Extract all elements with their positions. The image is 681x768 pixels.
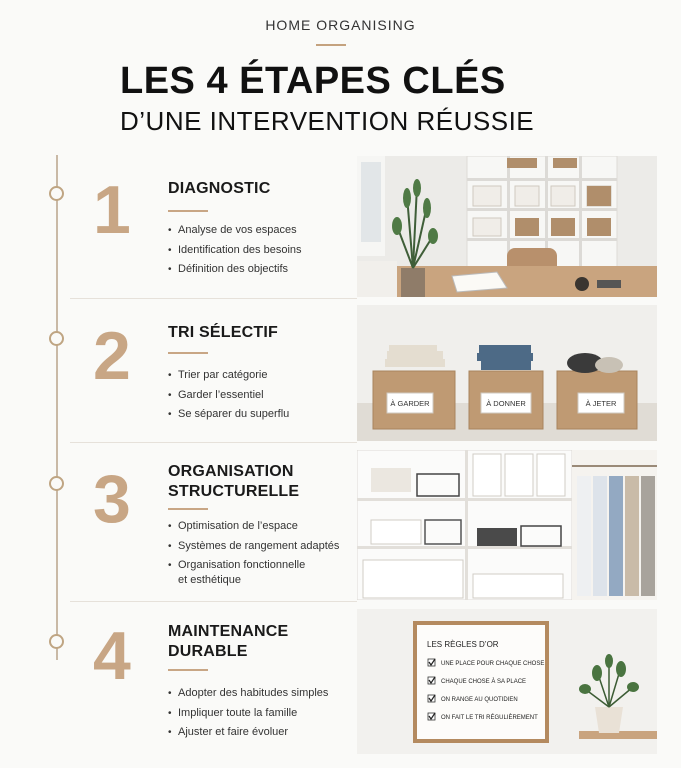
poster-rule: CHAQUE CHOSE À SA PLACE <box>441 679 527 685</box>
step-number-1: 1 <box>93 172 131 248</box>
step-number-2: 2 <box>93 318 131 394</box>
step-title-4-line1: MAINTENANCE <box>168 623 289 640</box>
list-item: • Analyse de vos espaces <box>168 223 302 238</box>
page-subtitle: D’UNE INTERVENTION RÉUSSIE <box>120 106 535 136</box>
step-bullets-1 <box>168 223 302 282</box>
list-item: • Ajuster et faire évoluer <box>168 725 328 740</box>
timeline-dot-3 <box>49 476 64 491</box>
step-underline <box>168 210 208 212</box>
photo-maintenance <box>357 609 657 754</box>
step-bullets-4 <box>168 686 328 745</box>
list-item: • Identification des besoins <box>168 243 302 258</box>
poster-rule: ON FAIT LE TRI RÉGULIÈREMENT <box>441 715 538 721</box>
step-title-2: TRI SÉLECTIF <box>168 324 278 341</box>
poster-rule: UNE PLACE POUR CHAQUE CHOSE <box>441 661 545 667</box>
step-bullets-3 <box>168 519 339 593</box>
step-number-3: 3 <box>93 461 131 537</box>
list-item: • Systèmes de rangement adaptés <box>168 539 339 554</box>
photo-diagnostic <box>357 156 657 297</box>
list-item: • Définition des objectifs <box>168 262 302 277</box>
step-underline <box>168 508 208 510</box>
timeline-dot-2 <box>49 331 64 346</box>
photo-organisation <box>357 450 657 600</box>
poster-rule: ON RANGE AU QUOTIDIEN <box>441 697 518 703</box>
list-item: • Se séparer du superflu <box>168 407 289 422</box>
step-title-3-line2: STRUCTURELLE <box>168 483 300 500</box>
photo-tri <box>357 305 657 441</box>
step-title-4-line2: DURABLE <box>168 643 248 660</box>
poster-title: LES RÈGLES D’OR <box>427 640 499 649</box>
kicker-rule <box>316 44 346 46</box>
timeline-dot-1 <box>49 186 64 201</box>
divider <box>70 442 357 443</box>
kicker: HOME ORGANISING <box>265 17 416 33</box>
divider <box>70 298 357 299</box>
box-label-discard: À JETER <box>585 399 617 408</box>
timeline-line <box>56 155 58 660</box>
step-title-1: DIAGNOSTIC <box>168 180 271 197</box>
list-item: • Adopter des habitudes simples <box>168 686 328 701</box>
list-item: • Trier par catégorie <box>168 368 289 383</box>
step-bullets-2 <box>168 368 289 427</box>
list-item: • Optimisation de l’espace <box>168 519 339 534</box>
list-item: • Garder l’essentiel <box>168 388 289 403</box>
step-number-4: 4 <box>93 618 131 694</box>
step-underline <box>168 352 208 354</box>
divider <box>70 601 357 602</box>
list-item: et esthétique <box>178 574 241 586</box>
page-title: LES 4 ÉTAPES CLÉS <box>120 60 506 102</box>
timeline-dot-4 <box>49 634 64 649</box>
step-underline <box>168 669 208 671</box>
box-label-keep: À GARDER <box>390 399 430 408</box>
step-title-3-line1: ORGANISATION <box>168 463 294 480</box>
list-item: • Organisation fonctionnelle <box>168 558 339 573</box>
list-item: • Impliquer toute la famille <box>168 706 328 721</box>
box-label-give: À DONNER <box>486 399 526 408</box>
